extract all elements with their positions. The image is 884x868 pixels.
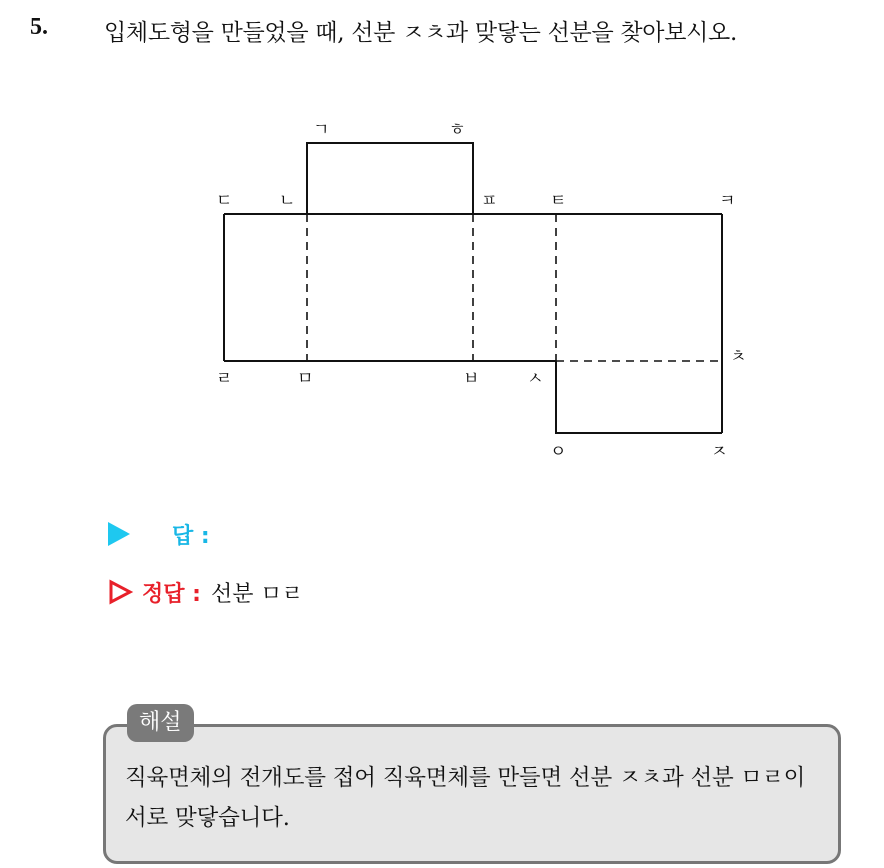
vertex-label-h: ㅎ (449, 120, 466, 140)
vertex-label-j: ㅈ (711, 442, 728, 462)
vertex-label-t: ㅌ (550, 191, 567, 211)
correct-answer-row (108, 577, 303, 607)
vertex-label-n: ㄴ (279, 191, 296, 211)
vertex-label-b: ㅂ (463, 369, 480, 389)
outline-triangle-icon (108, 579, 134, 605)
correct-answer-label: 정답 : (142, 581, 201, 607)
explanation-tab: 해설 (127, 704, 194, 742)
correct-answer-value: 선분 ㅁㄹ (210, 581, 303, 607)
explanation-text: 직육면체의 전개도를 접어 직육면체를 만들면 선분 ㅈㅊ과 선분 ㅁㄹ이 서로 맞닿습니다. (125, 765, 806, 831)
vertex-label-k: ㅋ (719, 191, 736, 211)
vertex-label-p: ㅍ (481, 191, 498, 211)
top-flap-outline (307, 143, 473, 214)
vertex-label-d: ㄷ (216, 191, 233, 211)
question-text: 입체도형을 만들었을 때, 선분 ㅈㅊ과 맞닿는 선분을 찾아보시오. (104, 20, 737, 46)
bottom-flap-outline (556, 361, 722, 433)
vertex-label-o: ㅇ (550, 442, 567, 462)
answer-label: 답 : (172, 523, 210, 549)
vertex-label-g: ㄱ (313, 120, 330, 140)
vertex-label-r: ㄹ (216, 369, 233, 389)
net-vertex-labels (216, 120, 746, 462)
vertex-label-ch: ㅊ (730, 347, 747, 367)
question-number: 5. (30, 14, 48, 40)
vertex-label-s: ㅅ (527, 369, 544, 389)
play-triangle-icon (108, 522, 130, 546)
answer-row (108, 519, 210, 549)
net-fold-lines (307, 214, 722, 361)
vertex-label-m: ㅁ (297, 369, 314, 389)
